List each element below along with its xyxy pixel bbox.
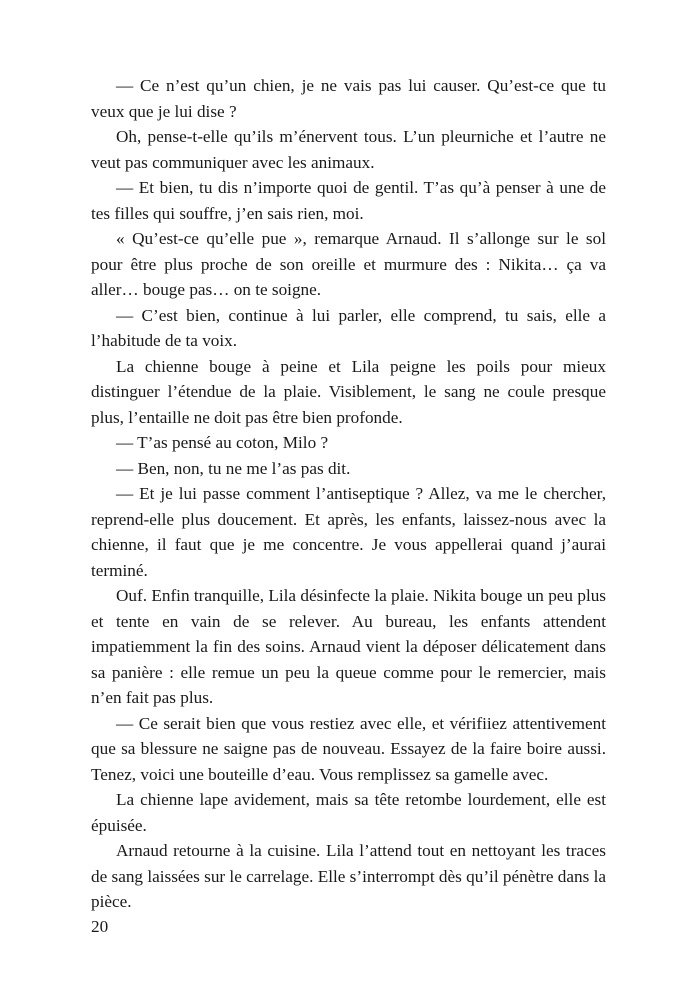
page-body <box>91 73 606 915</box>
paragraph: — Ce n’est qu’un chien, je ne vais pas lui causer. Qu’est-ce que tu veux que je lui dise ? <box>91 76 606 121</box>
paragraph: — Ben, non, tu ne me l’as pas dit. <box>116 458 351 478</box>
paragraph: — Et bien, tu dis n’importe quoi de gentil. T’as qu’à penser à une de tes filles qui souffre, j’en sais rien, moi. <box>91 178 606 223</box>
paragraph: Arnaud retourne à la cuisine. Lila l’attend tout en nettoyant les traces de sang laissées sur le carrelage. Elle s’interrompt dès qu’il pénètre dans la pièce. <box>91 841 606 911</box>
paragraph: Oh, pense-t-elle qu’ils m’énervent tous. L’un pleurniche et l’autre ne veut pas communiquer avec les animaux. <box>91 127 606 172</box>
paragraph: Ouf. Enfin tranquille, Lila désinfecte la plaie. Nikita bouge un peu plus et tente en vain de se relever. Au bureau, les enfants attendent impatiemment la fin des soins. Arnaud vient la déposer délicatement dans sa panière : elle remue un peu la queue comme pour le remercier, mais n’en fait pas plus. <box>91 586 606 707</box>
page-number: 20 <box>91 917 109 936</box>
paragraph: — T’as pensé au coton, Milo ? <box>116 433 329 452</box>
paragraph: — Et je lui passe comment l’antiseptique ? Allez, va me le chercher, reprend-elle plus doucement. Et après, les enfants, laissez-nous avec la chienne, il faut que je me concentre. Je vous appellerai quand j’aurai terminé. <box>91 484 606 580</box>
paragraph: La chienne lape avidement, mais sa tête retombe lourdement, elle est épuisée. <box>91 790 606 835</box>
paragraph: — Ce serait bien que vous restiez avec elle, et vérifiiez attentivement que sa blessure ne saigne pas de nouveau. Essayez de la faire boire aussi. Tenez, voici une bouteille d’eau. Vous remplissez sa gamelle avec. <box>91 713 606 784</box>
paragraph: — C’est bien, continue à lui parler, elle comprend, tu sais, elle a l’habitude de ta voix. <box>91 305 606 350</box>
paragraph: « Qu’est-ce qu’elle pue », remarque Arnaud. Il s’allonge sur le sol pour être plus proche de son oreille et murmure des : Nikita… ça va aller… bouge pas… on te soigne. <box>91 229 606 299</box>
paragraph: La chienne bouge à peine et Lila peigne les poils pour mieux distinguer l’étendue de la plaie. Visiblement, le sang ne coule presque plus, l’entaille ne doit pas être bien profonde. <box>91 356 606 427</box>
